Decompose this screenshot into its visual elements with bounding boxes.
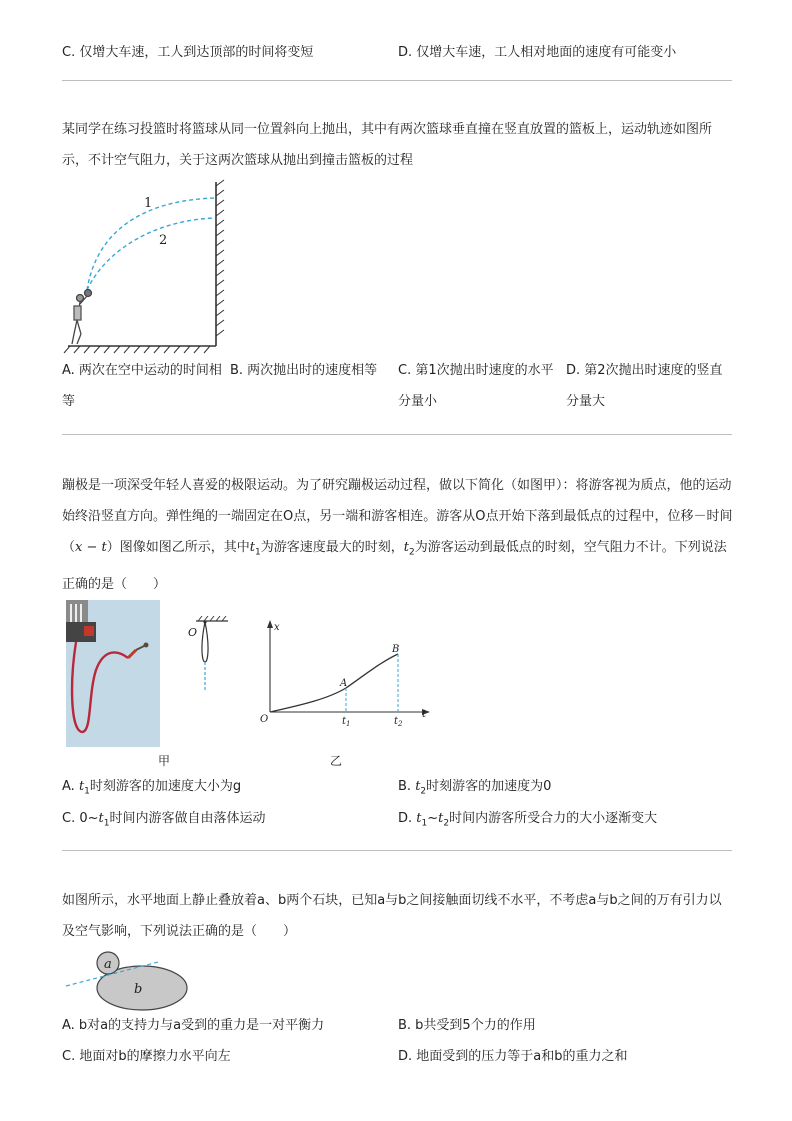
player-figure (72, 290, 92, 345)
q3-stem: 如图所示，水平地面上静止叠放着a、b两个石块，已知a与b之间接触面切线不水平，不考虑a与b之间的万有引力以及空气影响，下列说法正确的是（ ） (62, 893, 722, 939)
q1-option-a[interactable]: A. 两次在空中运动的时间相等 (62, 363, 222, 409)
q2-option-b-t: t (415, 779, 421, 794)
trajectory-1 (87, 198, 215, 290)
q2-option-b-sub: 2 (420, 786, 427, 797)
q2-option-d-text: 时间内游客所受合力的大小逐渐变大 (449, 811, 658, 826)
q2-option-d-t1-sub: 1 (421, 818, 428, 829)
q1-stem: 某同学在练习投篮时将篮球从同一位置斜向上抛出，其中有两次篮球垂直撞在竖直放置的篮板上，运动轨迹如图所示，不计空气阻力，关于这两次篮球从抛出到撞击篮板的过程 (62, 122, 713, 168)
q2-stem-text-2: ）图像如图乙所示，其中 (106, 540, 250, 555)
q2-stem-text-3: 为游客速度最大的时刻， (260, 540, 404, 555)
tick-label-t2: $t_2$ (394, 716, 403, 728)
q0-option-d[interactable]: D. 仅增大车速，工人相对地面的速度有可能变小 (398, 45, 677, 60)
point-label-b: B (392, 644, 400, 655)
stones-figure (62, 948, 192, 1012)
trajectory-2 (87, 218, 215, 290)
q0-option-c[interactable]: C. 仅增大车速，工人到达顶部的时间将变短 (62, 45, 314, 60)
q1-option-d[interactable]: D. 第2次抛出时速度的竖直分量大 (566, 363, 723, 409)
trajectory-label-2: 2 (159, 233, 168, 248)
q3-option-a[interactable]: A. b对a的支持力与a受到的重力是一对平衡力 (62, 1018, 325, 1033)
q1-option-b[interactable]: B. 两次抛出时的速度相等 (230, 363, 378, 378)
q2-stem-t2-sub: 2 (408, 547, 415, 558)
trajectory-label-1: 1 (144, 196, 153, 211)
xt-graph (256, 618, 436, 738)
q1-basketball-figure (62, 178, 232, 356)
stone-label-a: a (104, 957, 112, 972)
q2-option-b-text: 时刻游客的加速度为0 (426, 779, 552, 794)
q2-option-c-prefix: C. 0~ (62, 811, 99, 826)
q2-option-a-sub: 1 (84, 786, 90, 797)
q2-option-d-t2: t (438, 811, 444, 826)
q2-stem-t1: t (249, 540, 255, 555)
tick-label-t1: $t_1$ (342, 716, 351, 728)
q2-option-c-sub: 1 (103, 818, 110, 829)
divider (62, 80, 732, 81)
q2-option-c[interactable] (62, 810, 266, 833)
q2-option-d-t1: t (416, 811, 422, 826)
q2-option-c-t: t (98, 811, 104, 826)
q2-option-a-text: 时刻游客的加速度大小为g (89, 779, 242, 794)
q2-stem-text-1: 蹦极是一项深受年轻人喜爱的极限运动。为了研究蹦极运动过程，做以下简化（如图甲）：将游客视为质点，他的运动始终沿竖直方向。弹性绳的一端固定在O点，另一端和游客相连。游客从O点开始下落到最低点的过程中，位移－时间（ (62, 478, 733, 555)
axis-label-t: t (422, 709, 427, 720)
q2-option-a-t: t (78, 779, 85, 794)
origin-label: O (260, 714, 269, 725)
q2-option-a-prefix: A. (62, 779, 79, 794)
xt-curve (270, 654, 398, 712)
q3-option-c[interactable]: C. 地面对b的摩擦力水平向左 (62, 1049, 231, 1064)
q2-stem-t2: t (403, 540, 409, 555)
q3-option-b[interactable]: B. b共受到5个力的作用 (398, 1018, 536, 1033)
q2-option-b[interactable] (398, 778, 551, 801)
q2-option-d[interactable] (398, 810, 657, 833)
q3-option-d[interactable]: D. 地面受到的压力等于a和b的重力之和 (398, 1049, 628, 1064)
q2-option-d-t2-sub: 2 (443, 818, 450, 829)
q2-option-a[interactable] (62, 778, 241, 801)
fig-label-jia: 甲 (158, 754, 171, 768)
fig-label-yi: 乙 (330, 754, 343, 768)
stone-label-b: b (134, 982, 143, 997)
q2-stem-t1-sub: 1 (254, 547, 261, 558)
bungee-photo (66, 600, 160, 747)
q2-option-d-tilde: ~ (427, 811, 439, 826)
divider (62, 850, 732, 851)
q2-stem-text-4: 为游客运动到最低点的时刻，空气阻力不计。下列说法正确的是（ ） (62, 540, 727, 592)
axis-label-x: x (274, 622, 280, 633)
q2-option-b-prefix: B. (398, 779, 416, 794)
q2-option-c-text: 时间内游客做自由落体运动 (109, 811, 266, 826)
q1-option-c[interactable]: C. 第1次抛出时速度的水平分量小 (398, 363, 554, 409)
divider (62, 434, 732, 435)
q2-stem (62, 470, 734, 600)
bungee-simplified-figure (184, 616, 230, 696)
point-label-a: A (340, 678, 348, 689)
q2-option-d-prefix: D. (398, 811, 417, 826)
pivot-label-o: O (188, 626, 198, 639)
q2-stem-formula: x − t (75, 540, 107, 555)
